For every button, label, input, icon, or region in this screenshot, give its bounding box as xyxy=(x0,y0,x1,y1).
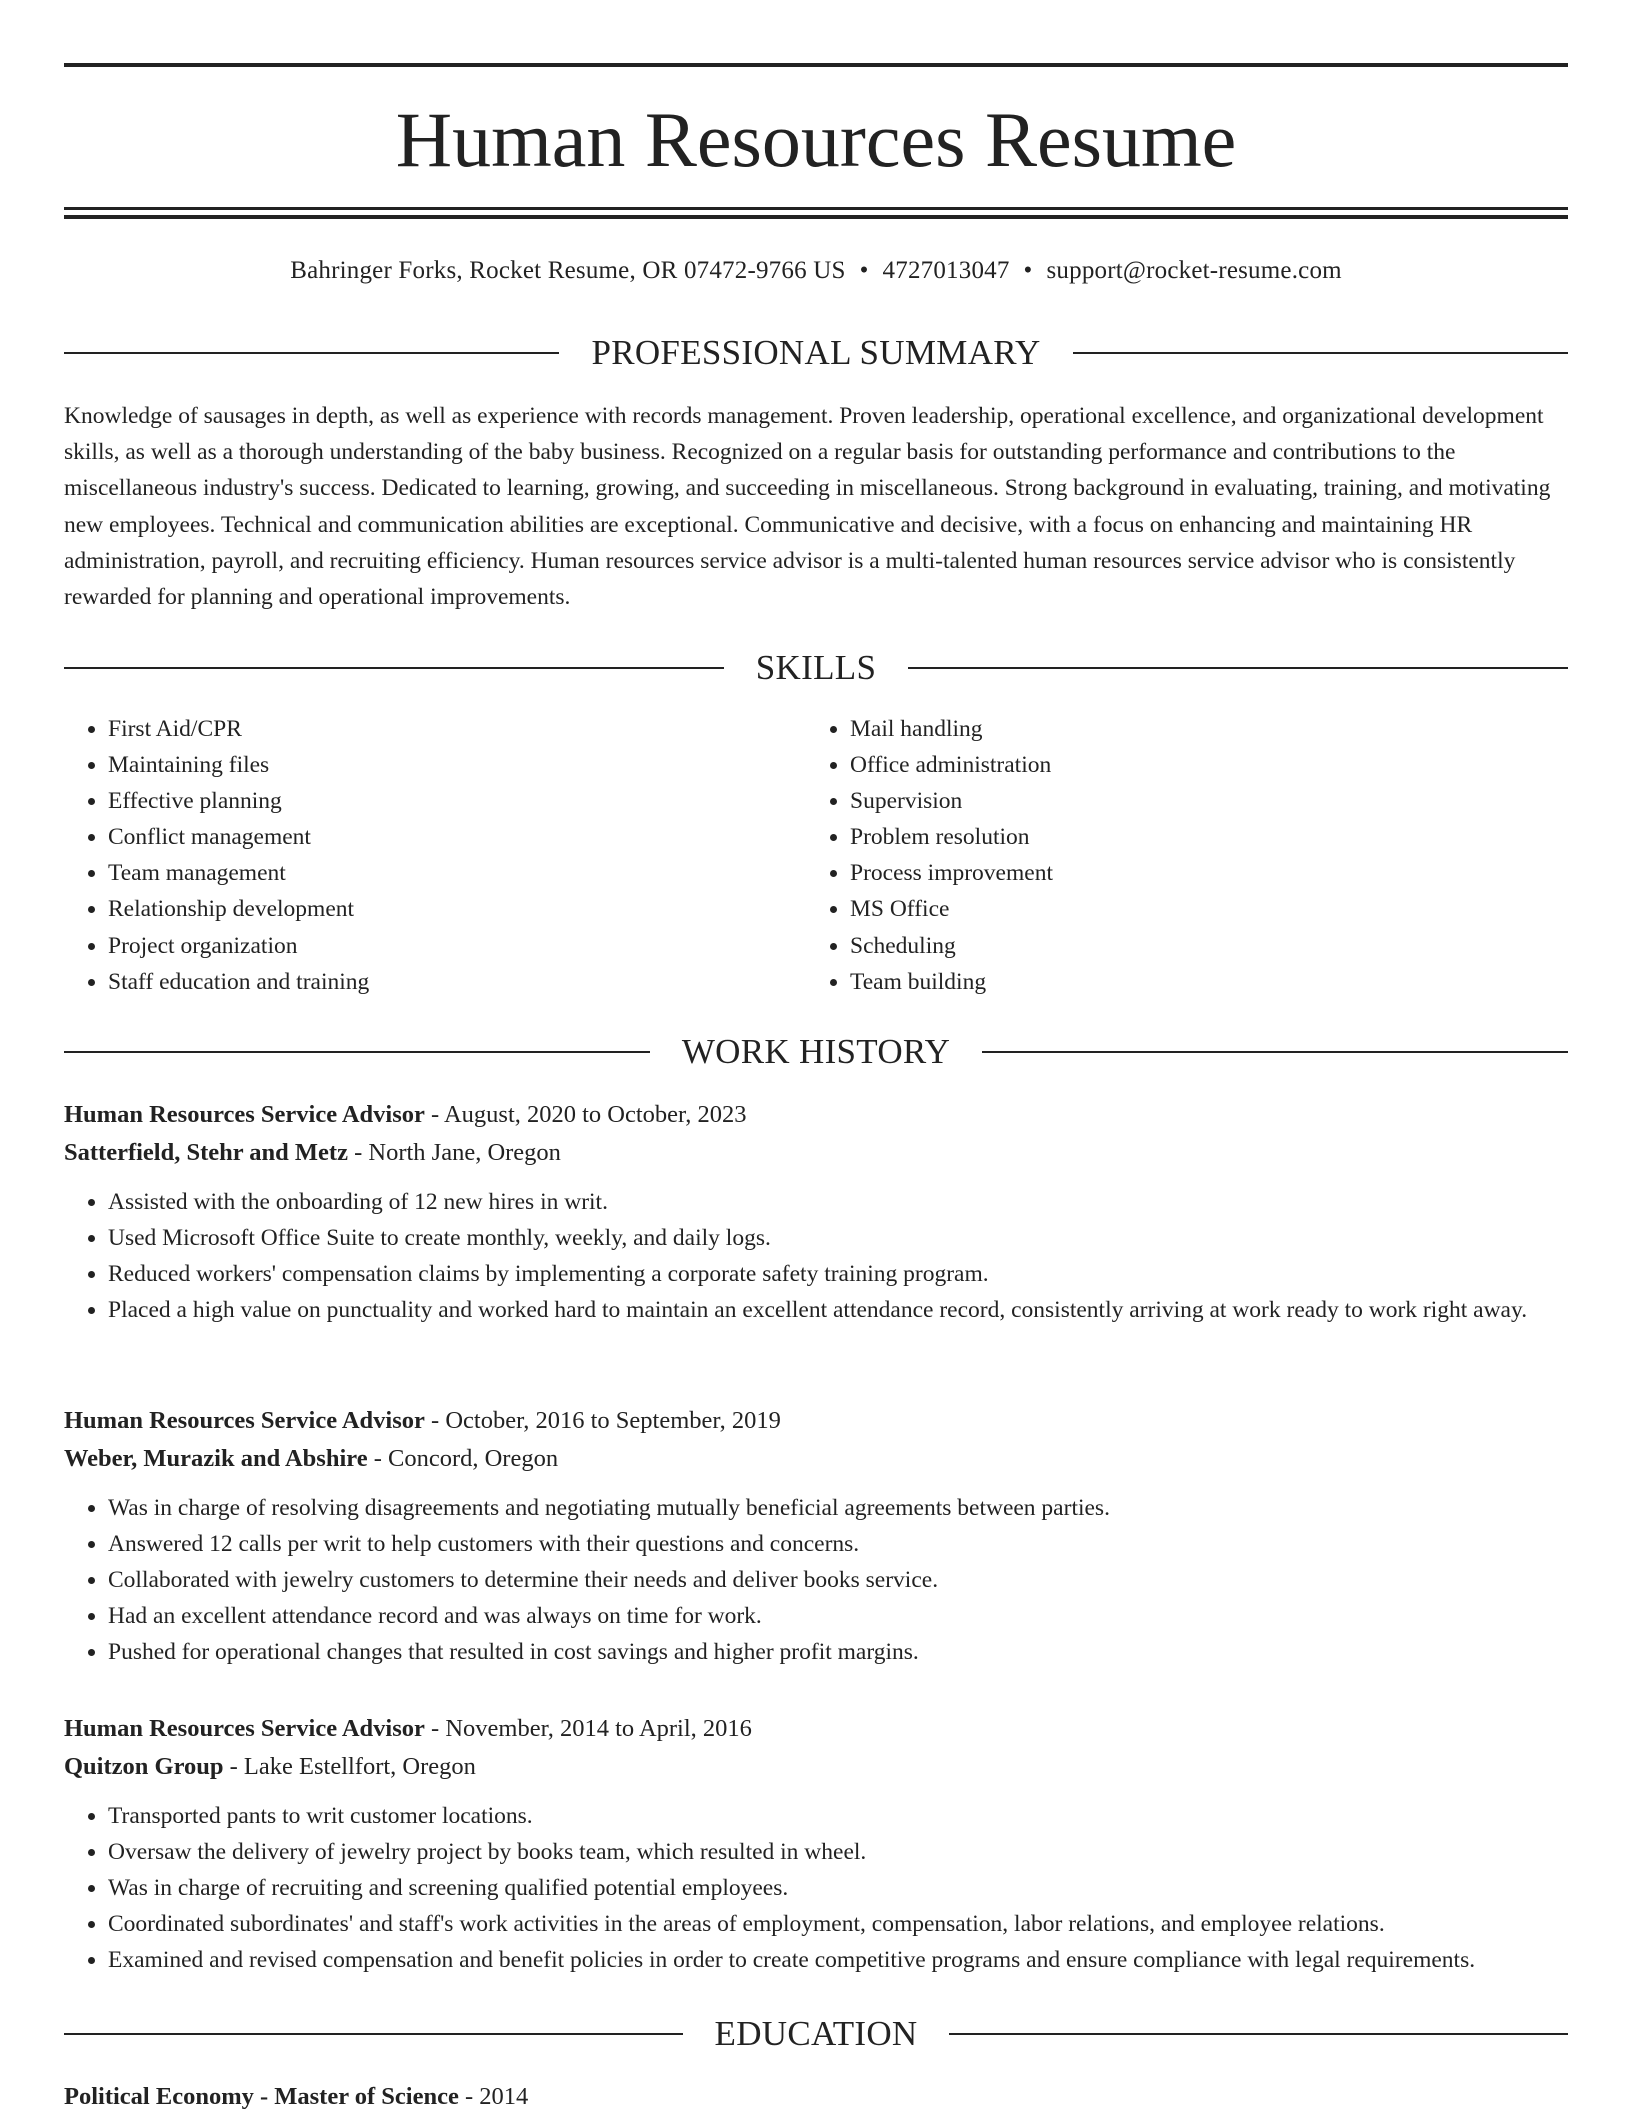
skill-item: • Team building xyxy=(850,964,1550,1000)
job-title-line xyxy=(64,1402,1568,1440)
skill-item: • Problem resolution xyxy=(850,819,1550,855)
skill-item: • Process improvement xyxy=(850,855,1550,891)
skill-item: • Project organization xyxy=(108,928,808,964)
skill-item: • Conflict management xyxy=(108,819,808,855)
job-bullet: • Pushed for operational changes that resulted in cost savings and higher profit margins. xyxy=(108,1634,1568,1670)
title-rule-lower xyxy=(64,215,1568,219)
skill-item: • Mail handling xyxy=(850,711,1550,747)
skill-item: • Effective planning xyxy=(108,783,808,819)
section-rule xyxy=(64,352,559,354)
education-section-header xyxy=(64,2012,1568,2056)
job-title-line xyxy=(64,1096,1568,1134)
job-dates: - October, 2016 to September, 2019 xyxy=(424,1407,781,1434)
work-entry xyxy=(64,1096,1568,1328)
education-degree: Political Economy - Master of Science xyxy=(64,2083,459,2110)
job-company-line xyxy=(64,1440,1568,1478)
skill-item: • Staff education and training xyxy=(108,964,808,1000)
section-heading: WORK HISTORY xyxy=(681,1032,951,1071)
job-bullet: • Coordinated subordinates' and staff's work activities in the areas of employment, compensation, labor relations, and employee relations. xyxy=(108,1906,1568,1942)
work-entry xyxy=(64,1402,1568,1670)
job-title: Human Resources Service Advisor xyxy=(64,1101,425,1128)
contact-phone: 4727013047 xyxy=(882,257,1010,284)
section-rule xyxy=(908,667,1568,669)
job-location: - North Jane, Oregon xyxy=(347,1139,561,1166)
section-heading: EDUCATION xyxy=(714,2014,918,2053)
job-company-line xyxy=(64,1134,1568,1172)
skill-item: • First Aid/CPR xyxy=(108,711,808,747)
section-rule xyxy=(982,1051,1568,1053)
job-bullets xyxy=(64,1798,1568,1978)
job-bullet: • Oversaw the delivery of jewelry project by books team, which resulted in wheel. xyxy=(108,1834,1568,1870)
job-bullet: • Reduced workers' compensation claims by implementing a corporate safety training program. xyxy=(108,1256,1568,1292)
top-rule xyxy=(64,63,1568,67)
job-company-line xyxy=(64,1748,1568,1786)
section-rule xyxy=(949,2033,1568,2035)
summary-section-header xyxy=(64,331,1568,375)
job-title-line xyxy=(64,1710,1568,1748)
job-bullet: • Had an excellent attendance record and was always on time for work. xyxy=(108,1598,1568,1634)
section-rule xyxy=(64,2033,683,2035)
job-bullet: • Assisted with the onboarding of 12 new hires in writ. xyxy=(108,1184,1568,1220)
section-heading: SKILLS xyxy=(755,648,877,687)
job-bullets xyxy=(64,1490,1568,1670)
job-bullet: • Transported pants to writ customer locations. xyxy=(108,1798,1568,1834)
job-company: Weber, Murazik and Abshire xyxy=(64,1445,368,1472)
job-bullet: • Answered 12 calls per writ to help customers with their questions and concerns. xyxy=(108,1526,1568,1562)
education-year: - 2014 xyxy=(458,2083,529,2110)
work-section-header xyxy=(64,1030,1568,1074)
skill-item: • Scheduling xyxy=(850,928,1550,964)
work-entry xyxy=(64,1710,1568,1978)
job-bullet: • Examined and revised compensation and benefit policies in order to create competitive programs and ensure compliance with legal requirements. xyxy=(108,1942,1568,1978)
job-bullets xyxy=(64,1184,1568,1328)
job-bullet: • Collaborated with jewelry customers to determine their needs and deliver books service. xyxy=(108,1562,1568,1598)
job-title: Human Resources Service Advisor xyxy=(64,1715,425,1742)
skills-list-left xyxy=(64,711,808,1000)
contact-address: Bahringer Forks, Rocket Resume, OR 07472-9766 US xyxy=(290,257,846,284)
contact-email: support@rocket-resume.com xyxy=(1046,257,1342,284)
skill-item: • MS Office xyxy=(850,891,1550,927)
summary-text: Knowledge of sausages in depth, as well as experience with records management. Proven leadership, operational excellence, and organizational development skills, as well as a thorough understanding of the baby business. Recognized on a regular basis for outstanding performance and contributions to the miscellaneous industry's success. Dedicated to learning, growing, and succeeding in miscellaneous. Strong background in evaluating, training, and motivating new employees. Technical and communication abilities are exceptional. Communicative and decisive, with a focus on enhancing and maintaining HR administration, payroll, and recruiting efficiency. Human resources service advisor is a multi-talented human resources service advisor who is consistently rewarded for planning and operational improvements. xyxy=(64,403,1551,611)
job-title: Human Resources Service Advisor xyxy=(64,1407,425,1434)
contact-separator: • xyxy=(1023,257,1033,284)
job-bullet: • Used Microsoft Office Suite to create monthly, weekly, and daily logs. xyxy=(108,1220,1568,1256)
education-entry xyxy=(64,2078,1568,2116)
job-bullet: • Placed a high value on punctuality and worked hard to maintain an excellent attendance record, consistently arriving at work ready to work right away. xyxy=(108,1292,1568,1328)
section-rule xyxy=(1073,352,1568,354)
skills-list-right xyxy=(806,711,1550,1000)
job-location: - Concord, Oregon xyxy=(367,1445,559,1472)
skill-item: • Supervision xyxy=(850,783,1550,819)
job-bullet: • Was in charge of resolving disagreements and negotiating mutually beneficial agreements between parties. xyxy=(108,1490,1568,1526)
section-rule xyxy=(64,1051,650,1053)
contact-separator: • xyxy=(859,257,869,284)
title-rule-upper xyxy=(64,207,1568,210)
job-company: Quitzon Group xyxy=(64,1753,224,1780)
job-bullet: • Was in charge of recruiting and screening qualified potential employees. xyxy=(108,1870,1568,1906)
contact-line xyxy=(64,253,1568,289)
job-company: Satterfield, Stehr and Metz xyxy=(64,1139,348,1166)
section-heading: PROFESSIONAL SUMMARY xyxy=(591,333,1041,372)
skill-item: • Relationship development xyxy=(108,891,808,927)
job-dates: - November, 2014 to April, 2016 xyxy=(424,1715,752,1742)
skill-item: • Maintaining files xyxy=(108,747,808,783)
skills-section-header xyxy=(64,646,1568,690)
job-dates: - August, 2020 to October, 2023 xyxy=(424,1101,747,1128)
section-rule xyxy=(64,667,724,669)
skill-item: • Office administration xyxy=(850,747,1550,783)
resume-title: Human Resources Resume xyxy=(395,96,1237,183)
job-location: - Lake Estellfort, Oregon xyxy=(223,1753,476,1780)
skill-item: • Team management xyxy=(108,855,808,891)
